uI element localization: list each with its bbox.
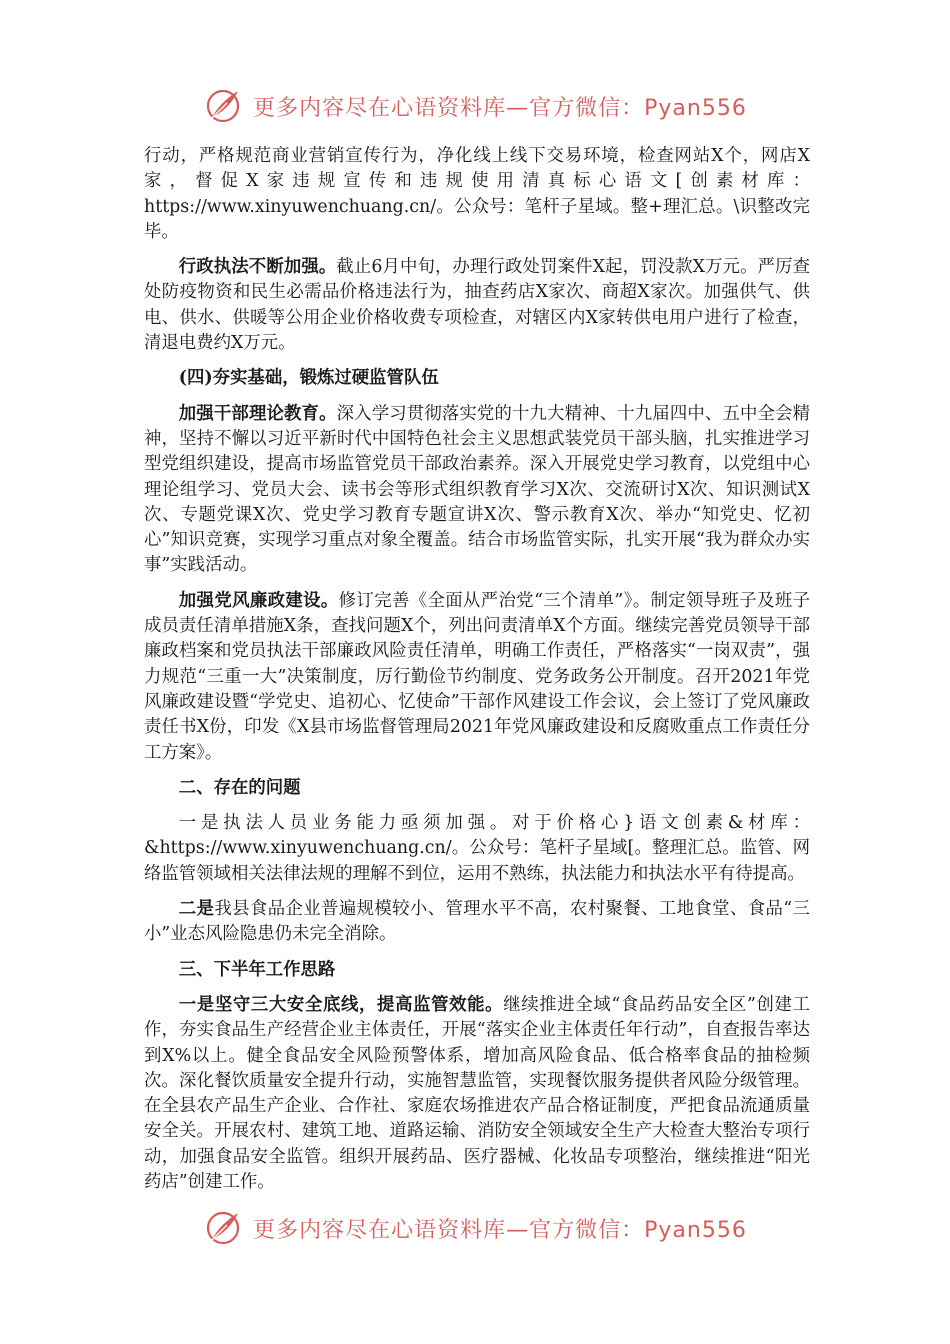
feather-quill-icon — [203, 1208, 243, 1248]
section-heading-problems: 二、存在的问题 — [178, 777, 301, 798]
section-heading-4: (四)夯实基础，锻炼过硬监管队伍 — [178, 368, 439, 389]
paragraph-text: 继续推进全域“食品药品安全区”创建工作，夯实食品生产经营企业主体责任，开展“落实企业主体责任年行动”，自查报告率达到X%以上。健全食品安全风险预警体系，增加高风险食品、低合格率食品的抽检频次。深化餐饮质量安全提升行动，实施智慧监管，实现餐饮服务提供者风险分级管理。在全县农产品生产企业、合作社、家庭农场推进农产品合格证制度，严把食品流通质量安全关。开展农村、建筑工地、道路运输、消防安全领域安全生产大检查大整治专项行动，加强食品安全监管。组织开展药品、医疗器械、化妆品专项整治，继续推进“阳光药店”创建工作。 — [144, 994, 810, 1192]
watermark-footer — [0, 1204, 950, 1252]
watermark-text: 更多内容尽在心语资料库—官方微信：Pyan556 — [253, 1217, 747, 1243]
paragraph-text: 深入学习贯彻落实党的十九大精神、十九届四中、五中全会精神，坚持不懈以习近平新时代中国特色社会主义思想武装党员干部头脑，扎实推进学习型党组织建设，提高市场监管党员干部政治素养。深入开展党史学习教育，以党组中心理论组学习、党员大会、读书会等形式组织教育学习X次、交流研讨X次、知识测试X次、专题党课X次、党史学习教育专题宣讲X次、警示教育X次、举办“知党史、忆初心”知识竞赛，实现学习重点对象全覆盖。结合市场监管实际，扎实开展“我为群众办实事”实践活动。 — [144, 403, 810, 576]
paragraph-lead: 二是 — [178, 899, 215, 920]
paragraph-problem-2 — [144, 897, 810, 948]
paragraph-text: 截止6月中旬，办理行政处罚案件X起，罚没款X万元。严厉查处防疫物资和民生必需品价格违法行为，抽查药店X家次、商超X家次。加强供气、供电、供水、供暖等公用企业价格收费专项检查，对辖区内X家转供电用户进行了检查，清退电费约X万元。 — [144, 257, 810, 354]
paragraph-continuation: 行动，严格规范商业营销宣传行为，净化线上线下交易环境，检查网站X个，网店X家，督促X家违规宣传和违规使用清真标心语文[创素材库：https://www.xinyuwenchuang.cn/。公众号：笔杆子星域。整+理汇总。\识整改完毕。 — [144, 146, 810, 242]
feather-quill-icon — [203, 86, 243, 126]
paragraph-problem-1: 一是执法人员业务能力亟须加强。对于价格心}语文创素&材库：&https://www.xinyuwenchuang.cn/。公众号：笔杆子星域[。整理汇总。监管、网络监管领域相关法律法规的理解不到位，运用不熟练，执法能力和执法水平有待提高。 — [144, 813, 810, 884]
paragraph-law-enforcement — [144, 255, 810, 356]
paragraph-lead: 一是坚守三大安全底线，提高监管效能。 — [178, 994, 504, 1015]
paragraph-text: 我县食品企业普遍规模较小、管理水平不高，农村聚餐、工地食堂、食品“三小”业态风险隐患仍未完全消除。 — [144, 899, 810, 945]
paragraph-plan-1 — [144, 993, 810, 1195]
paragraph-lead: 行政执法不断加强。 — [178, 257, 337, 278]
watermark-text: 更多内容尽在心语资料库—官方微信：Pyan556 — [253, 95, 747, 121]
paragraph-lead: 加强党风廉政建设。 — [178, 590, 339, 611]
paragraph-lead: 加强干部理论教育。 — [178, 403, 337, 424]
document-body — [144, 144, 810, 1205]
section-heading-plans: 三、下半年工作思路 — [178, 959, 336, 980]
paragraph-theory-education — [144, 402, 810, 579]
paragraph-text: 修订完善《全面从严治党“三个清单”》。制定领导班子及班子成员责任清单措施X条，查找问题X个，列出问责清单X个方面。继续完善党员领导干部廉政档案和党员执法干部廉政风险责任清单，明确工作责任，严格落实“一岗双责”，强力规范“三重一大”决策制度，厉行勤俭节约制度、党务政务公开制度。召开2021年党风廉政建设暨“学党史、追初心、忆使命”干部作风建设工作会议，会上签订了党风廉政责任书X份，印发《X县市场监督管理局2021年党风廉政建设和反腐败重点工作责任分工方案》。 — [144, 590, 810, 763]
paragraph-integrity — [144, 589, 810, 766]
watermark-header — [0, 82, 950, 130]
